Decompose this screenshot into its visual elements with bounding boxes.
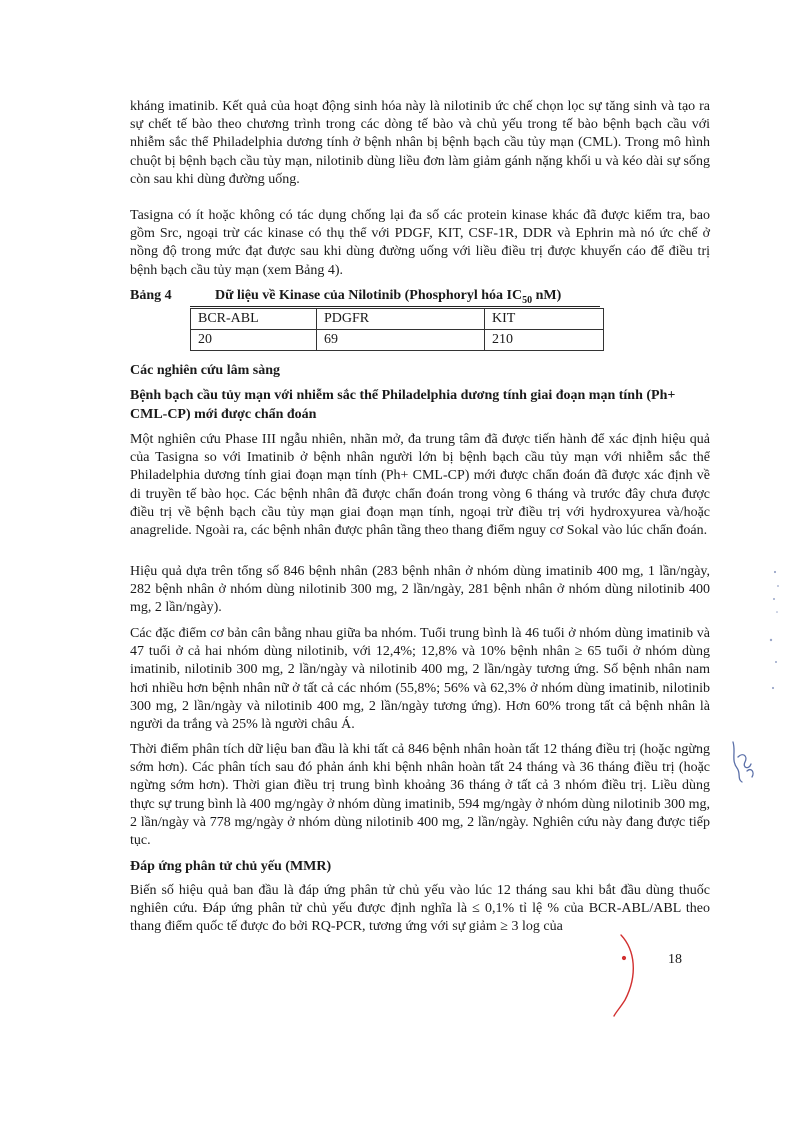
- paragraph-efficacy-population: Hiệu quả dựa trên tổng số 846 bệnh nhân (283 bệnh nhân ở nhóm dùng imatinib 400 mg, 1 lần/ngày, 282 bệnh nhân ở nhóm dùng nilotinib 300 mg, 2 lần/ngày, 281 bệnh nhân ở nhóm dùng nilotinib 400 mg, 2 lần/ngày).: [130, 564, 710, 616]
- table-header-cell: PDGFR: [317, 309, 485, 330]
- table-header-cell: BCR-ABL: [191, 309, 317, 330]
- margin-specks-mark: [770, 571, 779, 689]
- table-header-cell: KIT: [485, 309, 604, 330]
- paragraph-mechanism: kháng imatinib. Kết quả của hoạt động sinh hóa này là nilotinib ức chế chọn lọc sự tăng sinh và tạo ra sự chết tế bào theo chương trình trong các dòng tế bào và chủ yếu trong tế bào bệnh bạch cầu với nhiễm sắc thể Philadelphia dương tính ở bệnh nhân bị bệnh bạch cầu tủy mạn (CML). Trong mô hình chuột bị bệnh bạch cầu tủy mạn, nilotinib dùng liều đơn làm giảm gánh nặng khối u và kéo dài sự sống còn sau khi dùng đường uống.: [130, 99, 710, 187]
- heading-mmr: Đáp ứng phân tử chủ yếu (MMR): [130, 859, 332, 874]
- table-value-cell: 20: [191, 330, 317, 351]
- table-value-cell: 210: [485, 330, 604, 351]
- heading-ph-cml-cp: Bệnh bạch cầu tủy mạn với nhiễm sắc thể Philadelphia dương tính giai đoạn mạn tính (Ph+ CML-CP) mới được chẩn đoán: [130, 388, 676, 422]
- table-header-row: [191, 309, 604, 330]
- kinase-table: [190, 308, 604, 351]
- table-value-cell: 69: [317, 330, 485, 351]
- paragraph-mmr-definition: Biến số hiệu quả ban đầu là đáp ứng phân tử chủ yếu vào lúc 12 tháng sau khi bắt đầu dùng thuốc nghiên cứu. Đáp ứng phân tử chủ yếu được định nghĩa là ≤ 0,1% tỉ lệ % của BCR-ABL/ABL theo thang điểm quốc tế được đo bởi RQ-PCR, tương ứng với sự giảm ≥ 3 log của: [130, 883, 710, 935]
- paragraph-kinase-selectivity: Tasigna có ít hoặc không có tác dụng chống lại đa số các protein kinase khác đã được kiểm tra, bao gồm Src, ngoại trừ các kinase có thụ thể với PDGF, KIT, CSF-1R, DDR và Ephrin mà nó ức chế ở nồng độ trong mức đạt được sau khi dùng đường uống với liều điều trị được khuyến cáo để điều trị bệnh bạch cầu tủy mạn (xem Bảng 4).: [130, 208, 710, 278]
- paragraph-baseline-characteristics: Các đặc điểm cơ bản cân bằng nhau giữa ba nhóm. Tuổi trung bình là 46 tuổi ở nhóm dùng imatinib và 47 tuổi ở cả hai nhóm dùng nilotinib, với 12,4%; 12,8% và 10% bệnh nhân ≥ 65 tuổi ở nhóm dùng imatinib, nilotinib 300 mg, 2 lần/ngày và nilotinib 400 mg, 2 lần/ngày tương ứng. Số bệnh nhân nam hơi nhiều hơn bệnh nhân nữ ở tất cả các nhóm (55,8%; 56% và 62,3% ở nhóm dùng imatinib, nilotinib 300 mg, 2 lần/ngày và nilotinib 400 mg, 2 lần/ngày tương ứng). Hơn 60% trong tất cả bệnh nhân là người da trắng và 25% là người châu Á.: [130, 626, 710, 733]
- heading-clinical-studies: Các nghiên cứu lâm sàng: [130, 363, 280, 378]
- page-number: 18: [668, 952, 682, 967]
- handwritten-initials-mark: [733, 742, 753, 782]
- paragraph-analysis-timing: Thời điểm phân tích dữ liệu ban đầu là khi tất cả 846 bệnh nhân hoàn tất 12 tháng điều trị (hoặc ngừng sớm hơn). Các phân tích sau đó phản ánh khi bệnh nhân hoàn tất 24 tháng và 36 tháng điều trị (hoặc ngừng sớm hơn). Thời gian điều trị trung bình khoảng 36 tháng ở tất cả 3 nhóm điều trị. Liều dùng thực sự trung bình là 400 mg/ngày ở nhóm dùng imatinib, 594 mg/ngày ở nhóm dùng nilotinib 300 mg, 2 lần/ngày và 778 mg/ngày ở nhóm dùng nilotinib 400 mg, 2 lần/ngày. Nghiên cứu này đang được tiếp tục.: [130, 742, 710, 849]
- table-label: Bảng 4: [130, 288, 172, 303]
- table-title: Dữ liệu về Kinase của Nilotinib (Phosphoryl hóa $IC_{50}$ nM): [215, 288, 562, 306]
- table-title-rule: [190, 306, 600, 307]
- paragraph-study-design: Một nghiên cứu Phase III ngẫu nhiên, nhãn mở, đa trung tâm đã được tiến hành để xác định hiệu quả của Tasigna so với Imatinib ở bệnh nhân người lớn bị bệnh bạch cầu tủy mạn với nhiễm sắc thể Philadelphia dương tính giai đoạn mạn tính (Ph+ CML-CP) mới được chẩn đoán đã được xác định về di truyền tế bào học. Các bệnh nhân đã được chẩn đoán trong vòng 6 tháng và trước đây chưa được điều trị về bệnh bạch cầu tủy mạn giai đoạn mạn tính, ngoại trừ điều trị với hydroxyurea và/hoặc anagrelide. Ngoài ra, các bệnh nhân được phân tầng theo thang điểm nguy cơ Sokal vào lúc chẩn đoán.: [130, 432, 710, 539]
- red-bracket-mark: [614, 935, 633, 1016]
- table-value-row: [191, 330, 604, 351]
